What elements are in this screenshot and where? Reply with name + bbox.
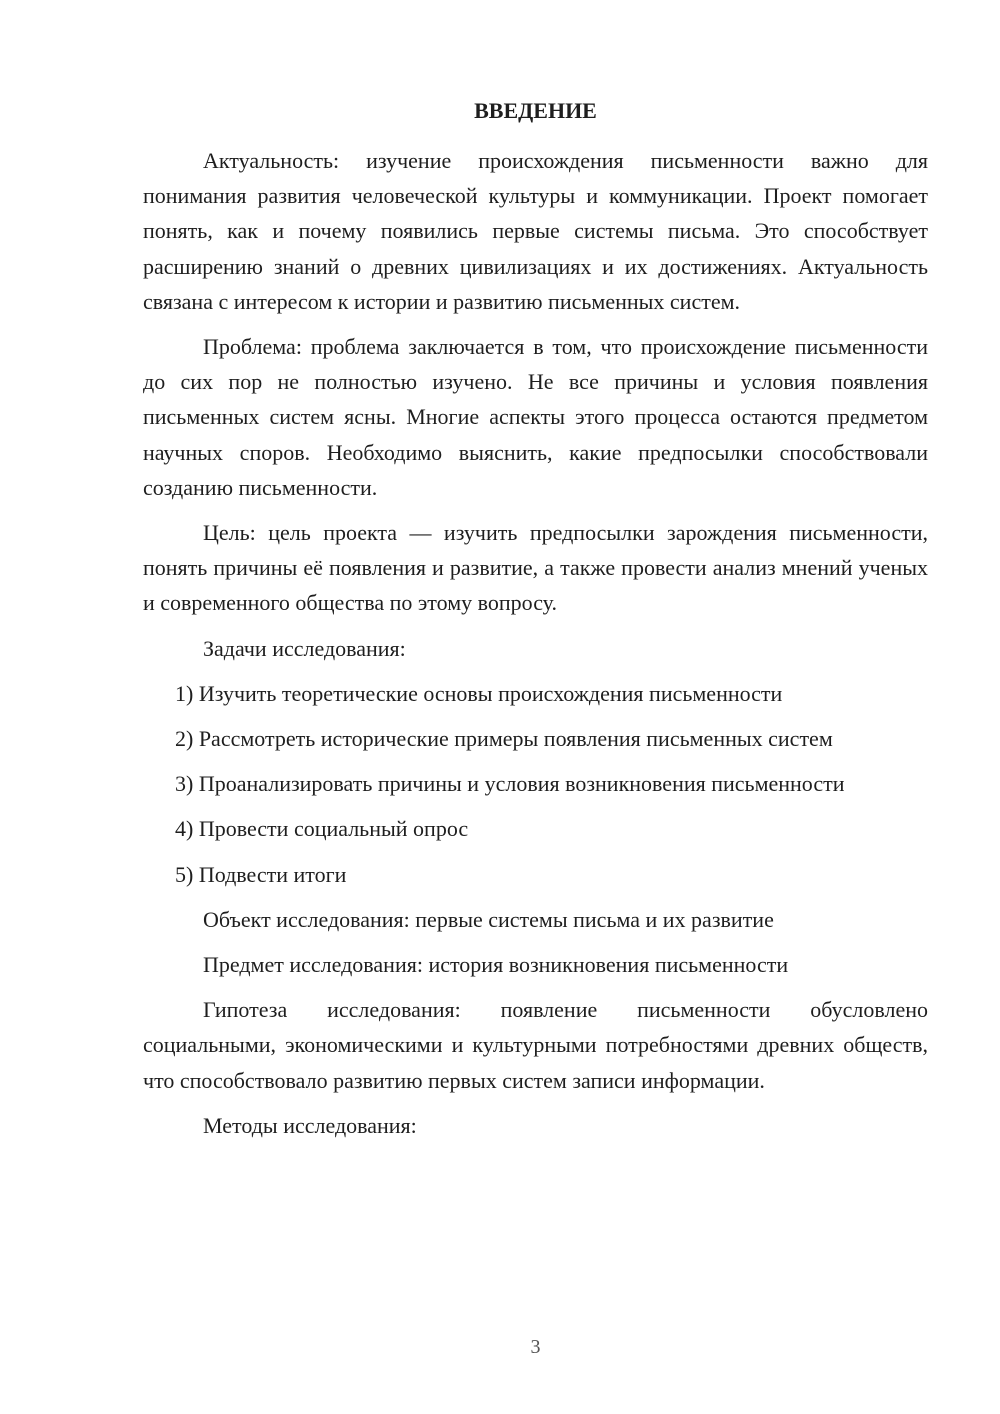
document-body [143, 143, 928, 1153]
page-number: 3 [530, 1336, 541, 1358]
task-list-item: 3) Проанализировать причины и условия возникновения письменности [175, 771, 845, 797]
paragraph-goal: Цель: цель проекта — изучить предпосылки зарождения письменности, понять причины её появления и развитие, а также провести анализ мнений ученых и современного общества по этому вопросу. [143, 520, 928, 616]
task-list-item: 4) Провести социальный опрос [175, 816, 469, 842]
paragraph-methods: Методы исследования: [203, 1112, 417, 1138]
section-heading: ВВЕДЕНИЕ [474, 98, 597, 123]
paragraph-object: Объект исследования: первые системы письма и их развитие [203, 906, 774, 932]
task-list-item: 2) Рассмотреть исторические примеры появления письменных систем [175, 726, 833, 752]
task-list-item: 1) Изучить теоретические основы происхождения письменности [175, 680, 783, 706]
paragraph-relevance: Актуальность: изучение происхождения письменности важно для понимания развития человеческой культуры и коммуникации. Проект помогает понять, как и почему появились первые системы письма. Это способствует расширению знаний о древних цивилизациях и их достижениях. Актуальность связана с интересом к истории и развитию письменных систем. [143, 148, 928, 314]
paragraph-tasks-heading: Задачи исследования: [203, 635, 406, 661]
paragraph-problem: Проблема: проблема заключается в том, что происхождение письменности до сих пор не полностью изучено. Не все причины и условия появления письменных систем ясны. Многие аспекты этого процесса остаются предметом научных споров. Необходимо выяснить, какие предпосылки способствовали созданию письменности. [143, 334, 928, 500]
paragraph-hypothesis: Гипотеза исследования: появление письменности обусловлено социальными, экономическими и культурными потребностями древних обществ, что способствовало развитию первых систем записи информации. [143, 997, 928, 1093]
task-list-item: 5) Подвести итоги [175, 861, 347, 887]
paragraph-subject: Предмет исследования: история возникновения письменности [203, 952, 789, 978]
document-page [143, 0, 928, 1414]
